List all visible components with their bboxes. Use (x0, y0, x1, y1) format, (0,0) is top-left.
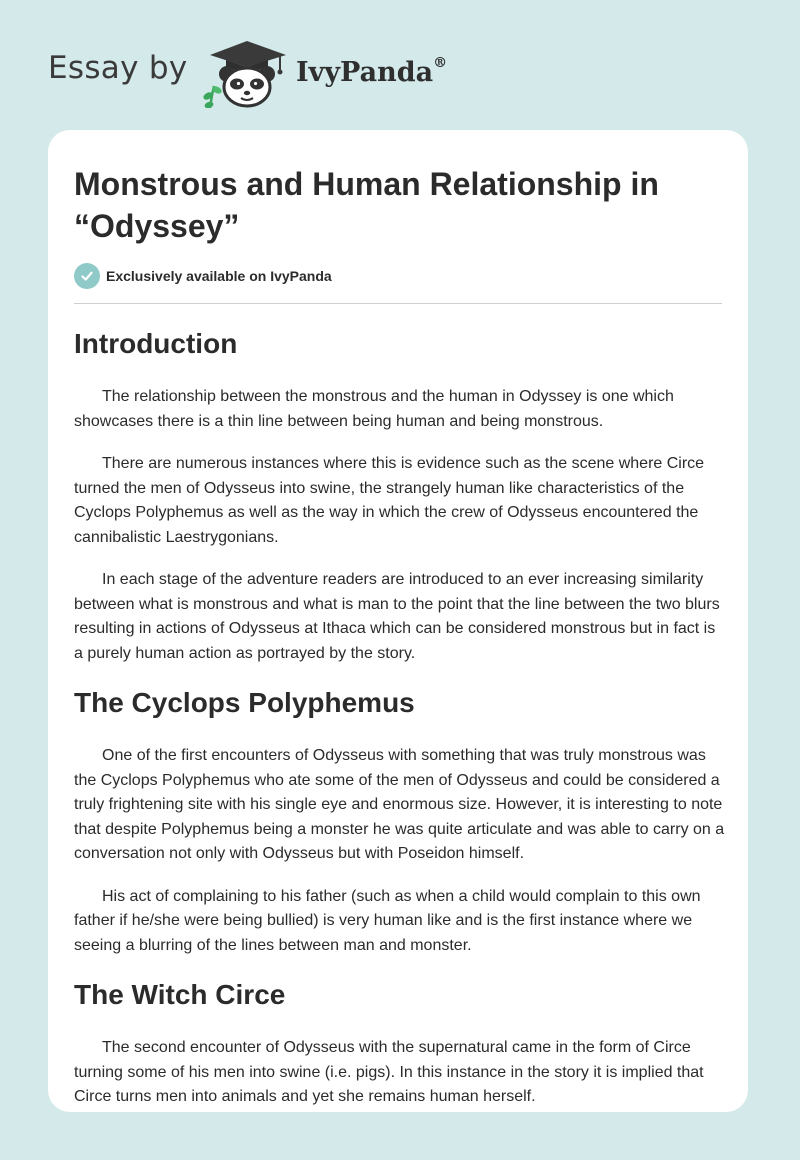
essay-body (74, 308, 726, 1110)
section-heading-circe: The Witch Circe (74, 979, 286, 1010)
check-icon (74, 263, 100, 289)
exclusive-badge (74, 263, 332, 289)
essay-title: Monstrous and Human Relationship in “Odyssey” (74, 166, 659, 244)
panda-mascot-icon (200, 36, 295, 108)
paragraph: His act of complaining to his father (such as when a child would complain to this own father if he/she were being bullied) is very human like and is the first instance where we seeing a blurring of the lines between man and monster. (74, 887, 701, 954)
paragraph: One of the first encounters of Odysseus with something that was truly monstrous was the Cyclops Polyphemus who ate some of the men of Odysseus and could be considered a truly frightening site with his single eye and enormous size. However, it is interesting to note that despite Polyphemus being a monster he was quite articulate and was able to carry on a conversation not only with Odysseus but with Poseidon himself. (74, 747, 725, 862)
paragraph: The relationship between the monstrous and the human in Odyssey is one which showcases there is a thin line between being human and being monstrous. (74, 388, 674, 430)
registered-mark: ® (433, 55, 448, 71)
site-header (0, 0, 800, 130)
section-heading-introduction: Introduction (74, 328, 238, 359)
badge-text: Exclusively available on IvyPanda (106, 268, 332, 284)
brand-label: IvyPanda (296, 57, 434, 88)
paragraph: In each stage of the adventure readers are introduced to an ever increasing similarity between what is monstrous and what is man to the point that the line between the two blurs resulting in actions of Odysseus at Ithaca which can be considered monstrous but in fact is a purely human action as portrayed by the story. (74, 571, 720, 662)
essay-by-label: Essay by (48, 50, 188, 86)
essay-card (48, 130, 748, 1112)
divider (74, 303, 722, 304)
brand-name[interactable] (296, 57, 447, 88)
section-heading-cyclops: The Cyclops Polyphemus (74, 687, 415, 718)
paragraph: The second encounter of Odysseus with the supernatural came in the form of Circe turning some of his men into swine (i.e. pigs). In this instance in the story it is implied that Circe turns men into animals and yet she remains human herself. (74, 1039, 704, 1105)
ivypanda-logo[interactable] (200, 36, 295, 108)
paragraph: There are numerous instances where this is evidence such as the scene where Circe turned the men of Odysseus into swine, the strangely human like characteristics of the Cyclops Polyphemus as well as the way in which the crew of Odysseus encountered the cannibalistic Laestrygonians. (74, 455, 705, 546)
